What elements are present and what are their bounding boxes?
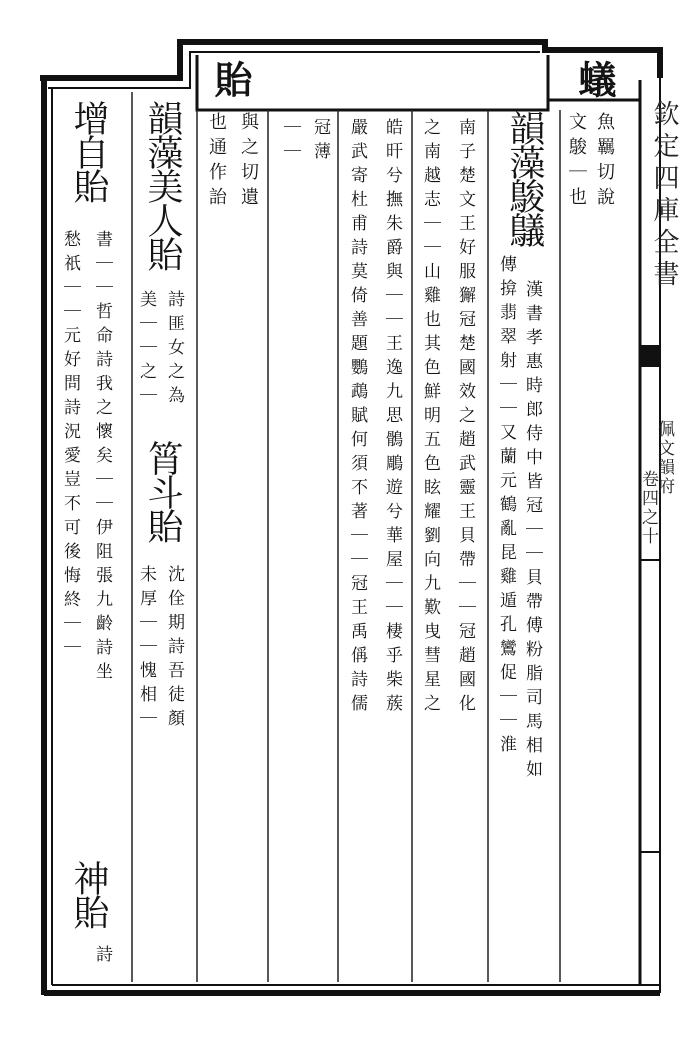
entry-line: 詩匪女之為 <box>164 290 184 410</box>
entry-line: 南子楚文王好服獬冠楚國效之趙武靈王貝帶｜｜冠趙國化 <box>455 118 475 718</box>
entry-heading-shen: 神貽 <box>68 860 109 928</box>
gloss-line-2: 也通作詒 <box>206 112 227 212</box>
entry-line: 未厚｜｜愧相｜ <box>136 565 156 733</box>
margin-volume: 卷四之十 <box>638 470 658 546</box>
entry-line: 沈佺期詩吾徒顏 <box>164 565 184 733</box>
entry-line: 詩 <box>92 945 112 969</box>
entry-line: 皓旰兮撫朱爵與｜｜王逸九思鶻鵰遊兮華屋｜｜棲乎柴蔟 <box>382 118 402 718</box>
entry-heading-meiren: 韻藻美人貽 <box>142 100 183 270</box>
gloss-line-2: 文鵔｜也 <box>566 112 587 212</box>
entry-line: 之南越志｜｜山雞也其色鮮明五色眩耀劉向九歎曳彗星之 <box>420 118 440 718</box>
entry-line: 美｜｜之｜ <box>136 290 156 410</box>
entry-line: 嚴武寄杜甫詩莫倚善題鸚鵡賦何須不著｜｜冠王禹偁詩儒 <box>347 118 367 718</box>
rhyme-head-character-2: 貽 <box>208 60 253 97</box>
rhyme-head-character: 蟻 <box>572 60 617 97</box>
margin-section: 佩文韻府 <box>654 420 674 496</box>
entry-heading-shoudou: 筲斗貽 <box>142 440 183 542</box>
entry-line: 愁祇｜｜元好問詩況愛豈不可後悔終｜｜ <box>60 230 80 662</box>
margin-book-title: 欽定四庫全書 <box>649 100 679 292</box>
entry-line: 漢書孝惠時郎侍中皆冠｜｜貝帶傅粉脂司馬相如 <box>522 280 542 784</box>
entry-line: 冠薄 <box>310 118 330 166</box>
gloss-line-1: 魚羈切說 <box>594 112 615 212</box>
gloss-line-1: 與之切遺 <box>238 112 259 212</box>
entry-line: 書｜｜哲命詩我之懷矣｜｜伊阻張九齡詩坐 <box>92 230 112 686</box>
entry-line: 傳揜翡翠射｜｜又蘭元鶴亂昆雞遁孔鸞促｜｜淮 <box>496 255 516 759</box>
entry-heading-zeng: 增自貽 <box>68 100 109 202</box>
entry-heading-junyi: 韻藻鵔鸃 <box>504 110 545 246</box>
entry-line: ｜｜ <box>280 118 300 166</box>
